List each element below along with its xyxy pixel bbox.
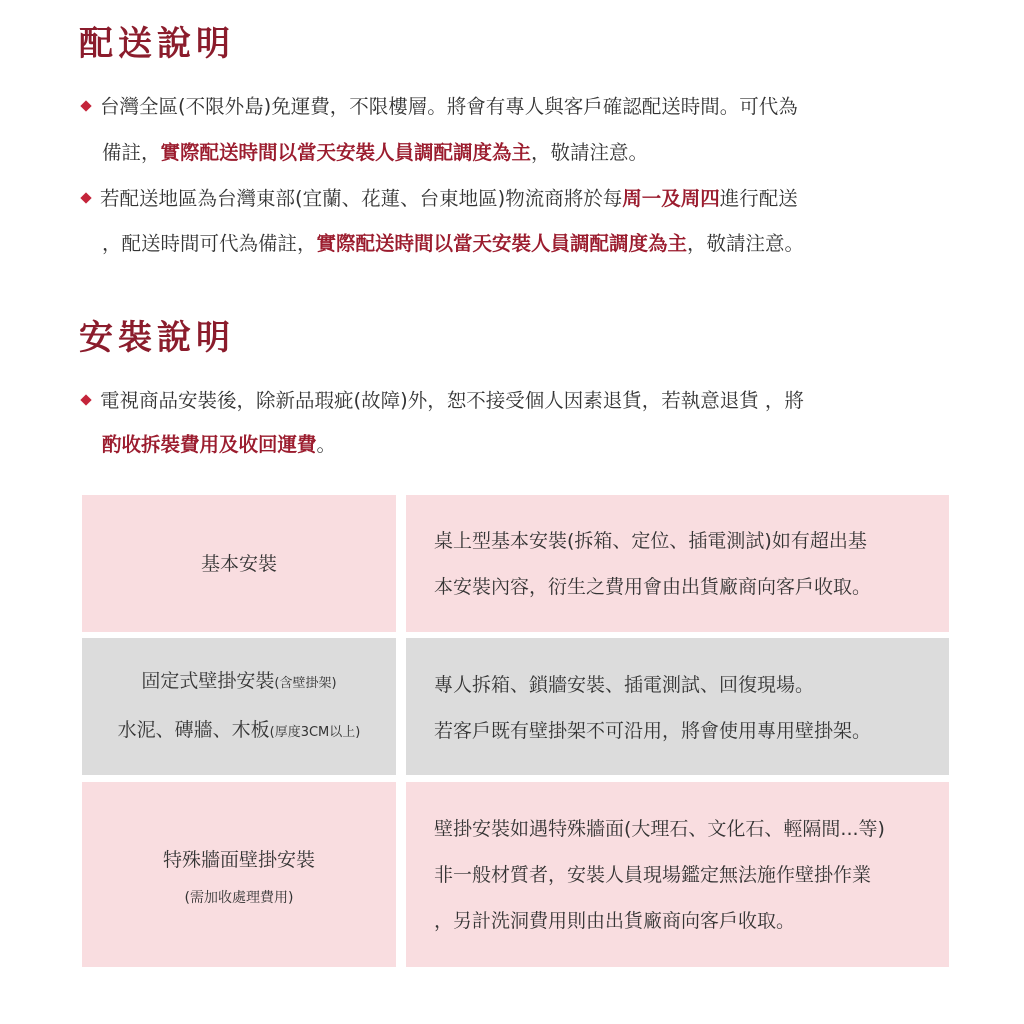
row-3-desc-line-3: ，另計洗洞費用則由出貨廠商向客戶收取。	[434, 909, 796, 932]
delivery-bullet-2-line2-pre: ，配送時間可代為備註，	[102, 232, 317, 255]
table-row-2-label-cell	[82, 638, 396, 775]
delivery-bullet-1-line-1	[82, 92, 962, 122]
row-2-label-line-2	[118, 707, 361, 756]
delivery-bullet-2-line-2	[102, 229, 982, 259]
delivery-bullet-1-text: 台灣全區(不限外島)免運費，不限樓層。將會有專人與客戶確認配送時間。可代為	[100, 95, 798, 118]
table-row-3-desc-cell	[406, 782, 949, 967]
row-1-desc-line-2: 本安裝內容，衍生之費用會由出貨廠商向客戶收取。	[434, 575, 872, 598]
row-2-desc-line-2: 若客戶既有壁掛架不可沿用，將會使用專用壁掛架。	[434, 720, 872, 742]
delivery-bullet-2-line2-post: ，敬請注意。	[687, 232, 805, 255]
table-row-2-desc-cell	[406, 638, 949, 775]
delivery-title: 配送說明	[79, 24, 235, 64]
row-2-materials: 水泥、磚牆、木板	[117, 718, 270, 741]
delivery-bullet-1-pre: 備註，	[102, 141, 161, 164]
delivery-bullet-2-pre: 若配送地區為台灣東部(宜蘭、花蓮、台東地區)物流商將於每	[100, 187, 623, 210]
table-row-1-desc-cell	[406, 495, 949, 632]
row-2-label-line-1	[141, 658, 336, 707]
row-2-desc-line-1: 專人拆箱、鎖牆安裝、插電測試、回復現場。	[434, 674, 815, 696]
table-row-3-label-cell	[82, 782, 396, 967]
diamond-bullet-icon	[80, 192, 91, 203]
install-highlight: 酌收拆裝費用及收回運費	[102, 433, 317, 456]
row-2-label-main: 固定式壁掛安裝	[141, 669, 275, 692]
install-bullet-1-line-2	[102, 430, 982, 460]
install-bullet-1-post: 。	[316, 433, 337, 456]
install-bullet-1-text: 電視商品安裝後，除新品瑕疵(故障)外，恕不接受個人因素退貨，若執意退貨 ，將	[100, 389, 804, 412]
delivery-bullet-1-post: ，敬請注意。	[531, 141, 649, 164]
install-title: 安裝說明	[79, 318, 235, 358]
diamond-bullet-icon	[80, 394, 91, 405]
install-bullet-1-line-1	[82, 386, 962, 416]
row-3-note: (需加收處理費用)	[184, 889, 294, 906]
row-1-desc-line-1: 桌上型基本安裝(拆箱、定位、插電測試)如有超出基	[434, 529, 867, 552]
delivery-highlight-2: 實際配送時間以當天安裝人員調配調度為主	[316, 232, 688, 255]
delivery-bullet-1-line-2	[102, 138, 982, 168]
row-3-desc-line-2: 非一般材質者，安裝人員現場鑑定無法施作壁掛作業	[434, 863, 872, 886]
delivery-highlight-1: 實際配送時間以當天安裝人員調配調度為主	[160, 141, 532, 164]
row-1-label: 基本安裝	[200, 552, 277, 575]
diamond-bullet-icon	[80, 100, 91, 111]
row-3-label: 特殊牆面壁掛安裝	[162, 848, 315, 871]
delivery-highlight-days: 周一及周四	[622, 187, 720, 210]
row-3-desc-line-1: 壁掛安裝如遇特殊牆面(大理石、文化石、輕隔間...等)	[434, 817, 885, 840]
table-row-1-label-cell	[82, 495, 396, 632]
row-2-label-sub: (含壁掛架)	[274, 675, 337, 691]
delivery-bullet-2-post: 進行配送	[719, 187, 798, 210]
delivery-bullet-2-line-1	[82, 184, 962, 214]
row-2-thickness: (厚度3CM以上)	[269, 724, 361, 740]
